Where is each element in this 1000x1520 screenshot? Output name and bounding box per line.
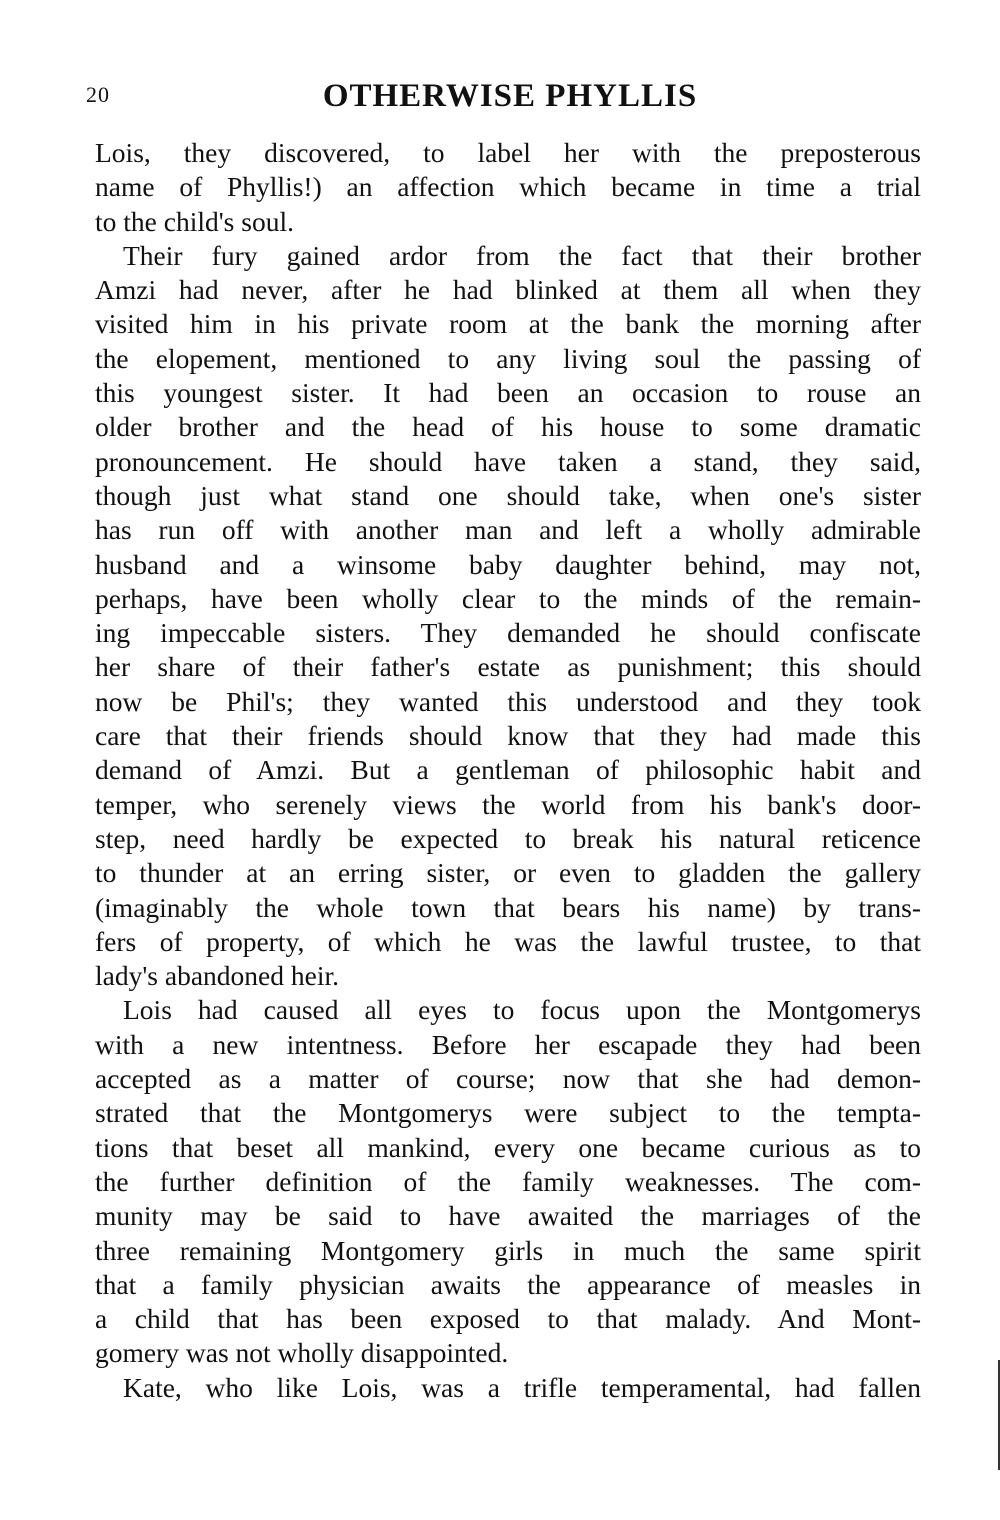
page-number: 20 [86, 82, 110, 107]
text-line: tions that beset all mankind, every one became curious as to [95, 1131, 921, 1163]
text-line: accepted as a matter of course; now that she had demon- [95, 1063, 921, 1095]
text-line: with a new intentness. Before her escapade they had been [95, 1028, 921, 1060]
text-line: a child that has been exposed to that malady. And Mont- [95, 1303, 921, 1335]
running-head: OTHERWISE PHYLLIS [322, 78, 698, 114]
text-line: though just what stand one should take, when one's sister [95, 479, 921, 511]
text-line: ing impeccable sisters. They demanded he should confiscate [95, 617, 921, 649]
text-line: strated that the Montgomerys were subject to the tempta- [95, 1097, 921, 1129]
text-line: demand of Amzi. But a gentleman of philosophic habit and [95, 754, 921, 786]
text-line: Lois had caused all eyes to focus upon the Montgomerys [123, 994, 921, 1026]
text-line: gomery was not wholly disappointed. [95, 1337, 509, 1369]
text-line: older brother and the head of his house to some dramatic [95, 411, 921, 443]
text-line: Their fury gained ardor from the fact that their brother [123, 239, 921, 271]
text-line: lady's abandoned heir. [95, 960, 339, 992]
text-line: this youngest sister. It had been an occasion to rouse an [95, 377, 921, 409]
text-line: husband and a winsome baby daughter behind, may not, [95, 548, 921, 580]
text-line: fers of property, of which he was the lawful trustee, to that [95, 925, 921, 957]
text-line: the further definition of the family weaknesses. The com- [95, 1165, 921, 1197]
text-line: three remaining Montgomery girls in much the same spirit [95, 1234, 921, 1266]
text-line: now be Phil's; they wanted this understood and they took [95, 685, 921, 717]
text-line: care that their friends should know that they had made this [95, 720, 921, 752]
text-line: (imaginably the whole town that bears his name) by trans- [95, 891, 921, 923]
text-line: munity may be said to have awaited the marriages of the [95, 1200, 921, 1232]
text-line: that a family physician awaits the appearance of measles in [95, 1268, 921, 1300]
text-line: step, need hardly be expected to break his natural reticence [95, 822, 921, 854]
text-line: the elopement, mentioned to any living soul the passing of [95, 342, 921, 374]
text-line: to thunder at an erring sister, or even to gladden the gallery [95, 857, 921, 889]
text-line: name of Phyllis!) an affection which became in time a trial [95, 171, 921, 203]
text-line: her share of their father's estate as punishment; this should [95, 651, 921, 683]
text-line: Kate, who like Lois, was a trifle temperamental, had fallen [123, 1371, 921, 1403]
text-line: has run off with another man and left a wholly admirable [95, 514, 921, 546]
text-line: pronouncement. He should have taken a stand, they said, [95, 445, 921, 477]
text-line: perhaps, have been wholly clear to the minds of the remain- [95, 582, 921, 614]
text-line: temper, who serenely views the world from his bank's door- [95, 788, 921, 820]
body-text [95, 136, 921, 1405]
text-line: Lois, they discovered, to label her with the preposterous [95, 137, 921, 168]
text-line: visited him in his private room at the bank the morning after [95, 308, 921, 340]
text-line: to the child's soul. [95, 205, 294, 237]
text-line: Amzi had never, after he had blinked at them all when they [95, 274, 921, 306]
